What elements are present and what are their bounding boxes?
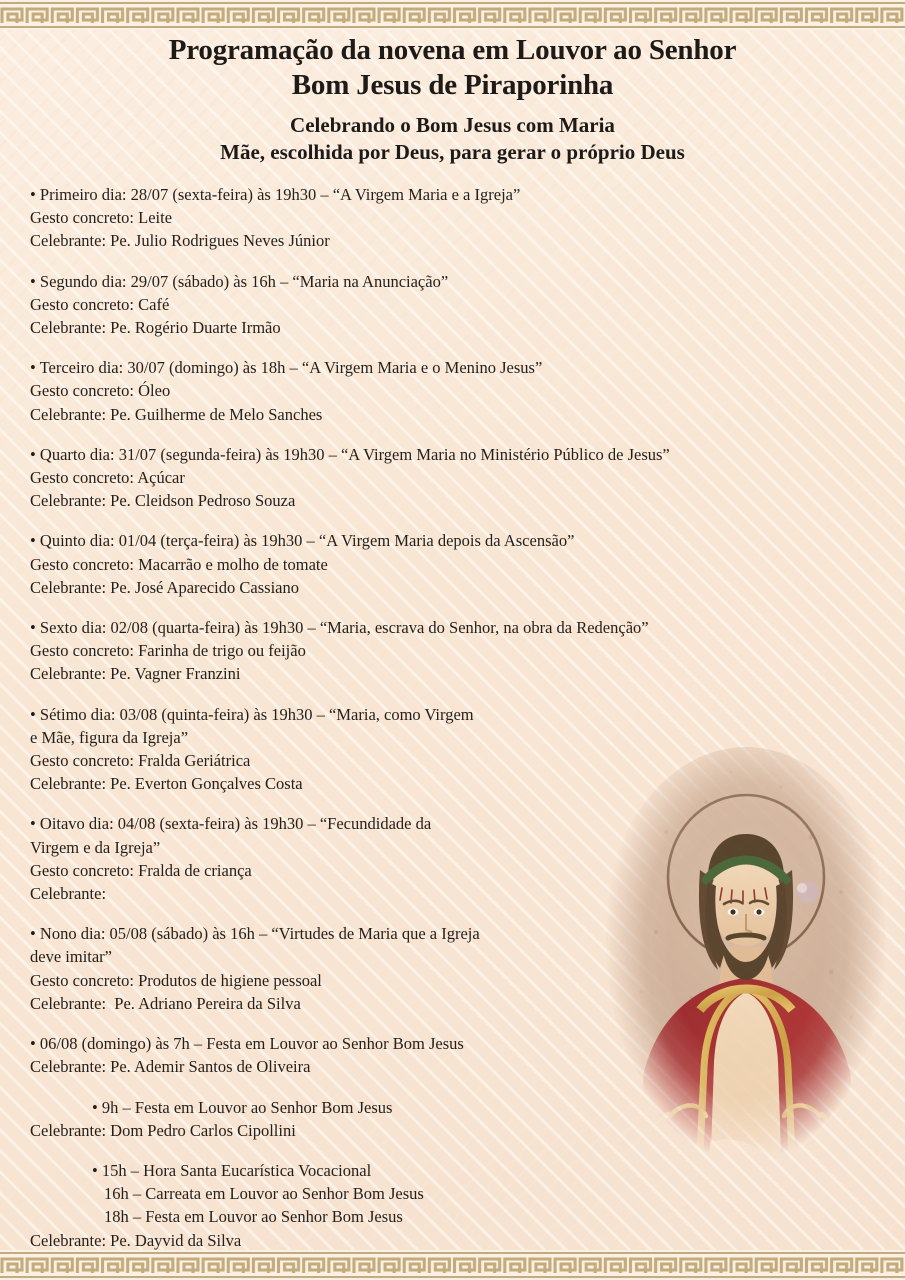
schedule-entry-heading: • Quinto dia: 01/04 (terça-feira) às 19h30 – “A Virgem Maria depois da Ascensão” — [30, 531, 575, 551]
schedule-entry-detail: Virgem e da Igreja” — [30, 837, 161, 857]
schedule-entry — [30, 529, 889, 599]
schedule-entry — [30, 1096, 889, 1142]
schedule-entry-detail: Gesto concreto: Açúcar — [30, 468, 185, 488]
schedule-entry-detail: Gesto concreto: Fralda Geriátrica — [30, 751, 251, 771]
schedule-entry — [30, 443, 889, 513]
schedule-entry-detail: Celebrante: Pe. Ademir Santos de Oliveira — [30, 1057, 311, 1077]
schedule-entry-detail: Gesto concreto: Fralda de criança — [30, 860, 252, 880]
schedule-entry-detail: Gesto concreto: Café — [30, 294, 170, 314]
poster-subtitle — [0, 112, 905, 166]
greek-key-pattern-top — [0, 5, 905, 25]
schedule-entry-detail: Celebrante: Dom Pedro Carlos Cipollini — [30, 1120, 296, 1140]
top-border-band — [0, 0, 905, 30]
schedule-entry-detail: Gesto concreto: Leite — [30, 208, 173, 228]
schedule-entry-detail: Celebrante: — [30, 884, 107, 904]
schedule-entry-detail: deve imitar” — [30, 947, 113, 967]
schedule-entry-detail: Gesto concreto: Macarrão e molho de tomate — [30, 554, 328, 574]
schedule-entry-heading: • Sétimo dia: 03/08 (quinta-feira) às 19h30 – “Maria, como Virgem — [30, 704, 474, 724]
schedule-entry-heading: • Sexto dia: 02/08 (quarta-feira) às 19h30 – “Maria, escrava do Senhor, na obra da Redenção” — [30, 618, 649, 638]
schedule-entry-heading: • Nono dia: 05/08 (sábado) às 16h – “Virtudes de Maria que a Igreja — [30, 924, 480, 944]
schedule-entry-heading: • 9h – Festa em Louvor ao Senhor Bom Jesus — [92, 1097, 393, 1117]
novena-schedule-list — [0, 183, 905, 1252]
schedule-entry — [30, 616, 889, 686]
schedule-entry-detail: 16h – Carreata em Louvor ao Senhor Bom Jesus — [104, 1184, 424, 1204]
schedule-entry-heading: • 15h – Hora Santa Eucarística Vocacional — [92, 1160, 372, 1180]
schedule-entry-detail: Celebrante: Pe. Cleidson Pedroso Souza — [30, 491, 296, 511]
schedule-entry-heading: • Quarto dia: 31/07 (segunda-feira) às 19h30 – “A Virgem Maria no Ministério Público de Jesus” — [30, 444, 670, 464]
top-border-rule-lower — [0, 26, 905, 28]
schedule-entry-heading: • 06/08 (domingo) às 7h – Festa em Louvor ao Senhor Bom Jesus — [30, 1034, 464, 1054]
schedule-entry — [30, 812, 889, 905]
schedule-entry-detail: Celebrante: Pe. Everton Gonçalves Costa — [30, 774, 303, 794]
schedule-entry — [30, 922, 889, 1015]
schedule-entry-detail: e Mãe, figura da Igreja” — [30, 727, 189, 747]
schedule-entry-detail: 18h – Festa em Louvor ao Senhor Bom Jesus — [104, 1207, 403, 1227]
schedule-entry-detail: Gesto concreto: Produtos de higiene pessoal — [30, 970, 322, 990]
schedule-entry-detail: Gesto concreto: Óleo — [30, 381, 171, 401]
schedule-entry — [30, 1159, 889, 1252]
schedule-entry — [30, 270, 889, 340]
bottom-border-band — [0, 1250, 905, 1280]
schedule-entry-detail: Gesto concreto: Farinha de trigo ou feijão — [30, 641, 306, 661]
page-title-line-1: Programação da novena em Louvor ao Senhor — [168, 34, 737, 66]
bottom-border-rule-lower — [0, 1276, 905, 1278]
schedule-entry — [30, 356, 889, 426]
subtitle-line-1: Celebrando o Bom Jesus com Maria — [290, 113, 615, 137]
schedule-entry-detail: Celebrante: Pe. Dayvid da Silva — [30, 1230, 242, 1250]
schedule-entry — [30, 1032, 889, 1078]
top-border-rule-upper — [0, 2, 905, 4]
schedule-entry-heading: • Primeiro dia: 28/07 (sexta-feira) às 19h30 – “A Virgem Maria e a Igreja” — [30, 185, 521, 204]
schedule-entry-detail: Celebrante: Pe. Vagner Franzini — [30, 664, 241, 684]
page-title-line-2: Bom Jesus de Piraporinha — [291, 69, 614, 101]
schedule-entry-heading: • Segundo dia: 29/07 (sábado) às 16h – “Maria na Anunciação” — [30, 271, 449, 291]
schedule-entry-detail: Celebrante: Pe. Guilherme de Melo Sanches — [30, 404, 323, 424]
schedule-entry-detail: Celebrante: Pe. Adriano Pereira da Silva — [30, 993, 301, 1013]
schedule-entry-detail: Celebrante: Pe. Julio Rodrigues Neves Júnior — [30, 231, 330, 251]
schedule-entry-heading: • Oitavo dia: 04/08 (sexta-feira) às 19h30 – “Fecundidade da — [30, 814, 432, 834]
greek-key-pattern-bottom — [0, 1255, 905, 1275]
schedule-entry — [30, 703, 889, 796]
schedule-entry-heading: • Terceiro dia: 30/07 (domingo) às 18h – “A Virgem Maria e o Menino Jesus” — [30, 358, 543, 378]
bottom-border-rule-upper — [0, 1252, 905, 1254]
schedule-entry — [30, 183, 889, 253]
schedule-entry-detail: Celebrante: Pe. José Aparecido Cassiano — [30, 577, 299, 597]
subtitle-line-2: Mãe, escolhida por Deus, para gerar o próprio Deus — [220, 140, 685, 164]
schedule-entry-detail: Celebrante: Pe. Rogério Duarte Irmão — [30, 318, 281, 338]
